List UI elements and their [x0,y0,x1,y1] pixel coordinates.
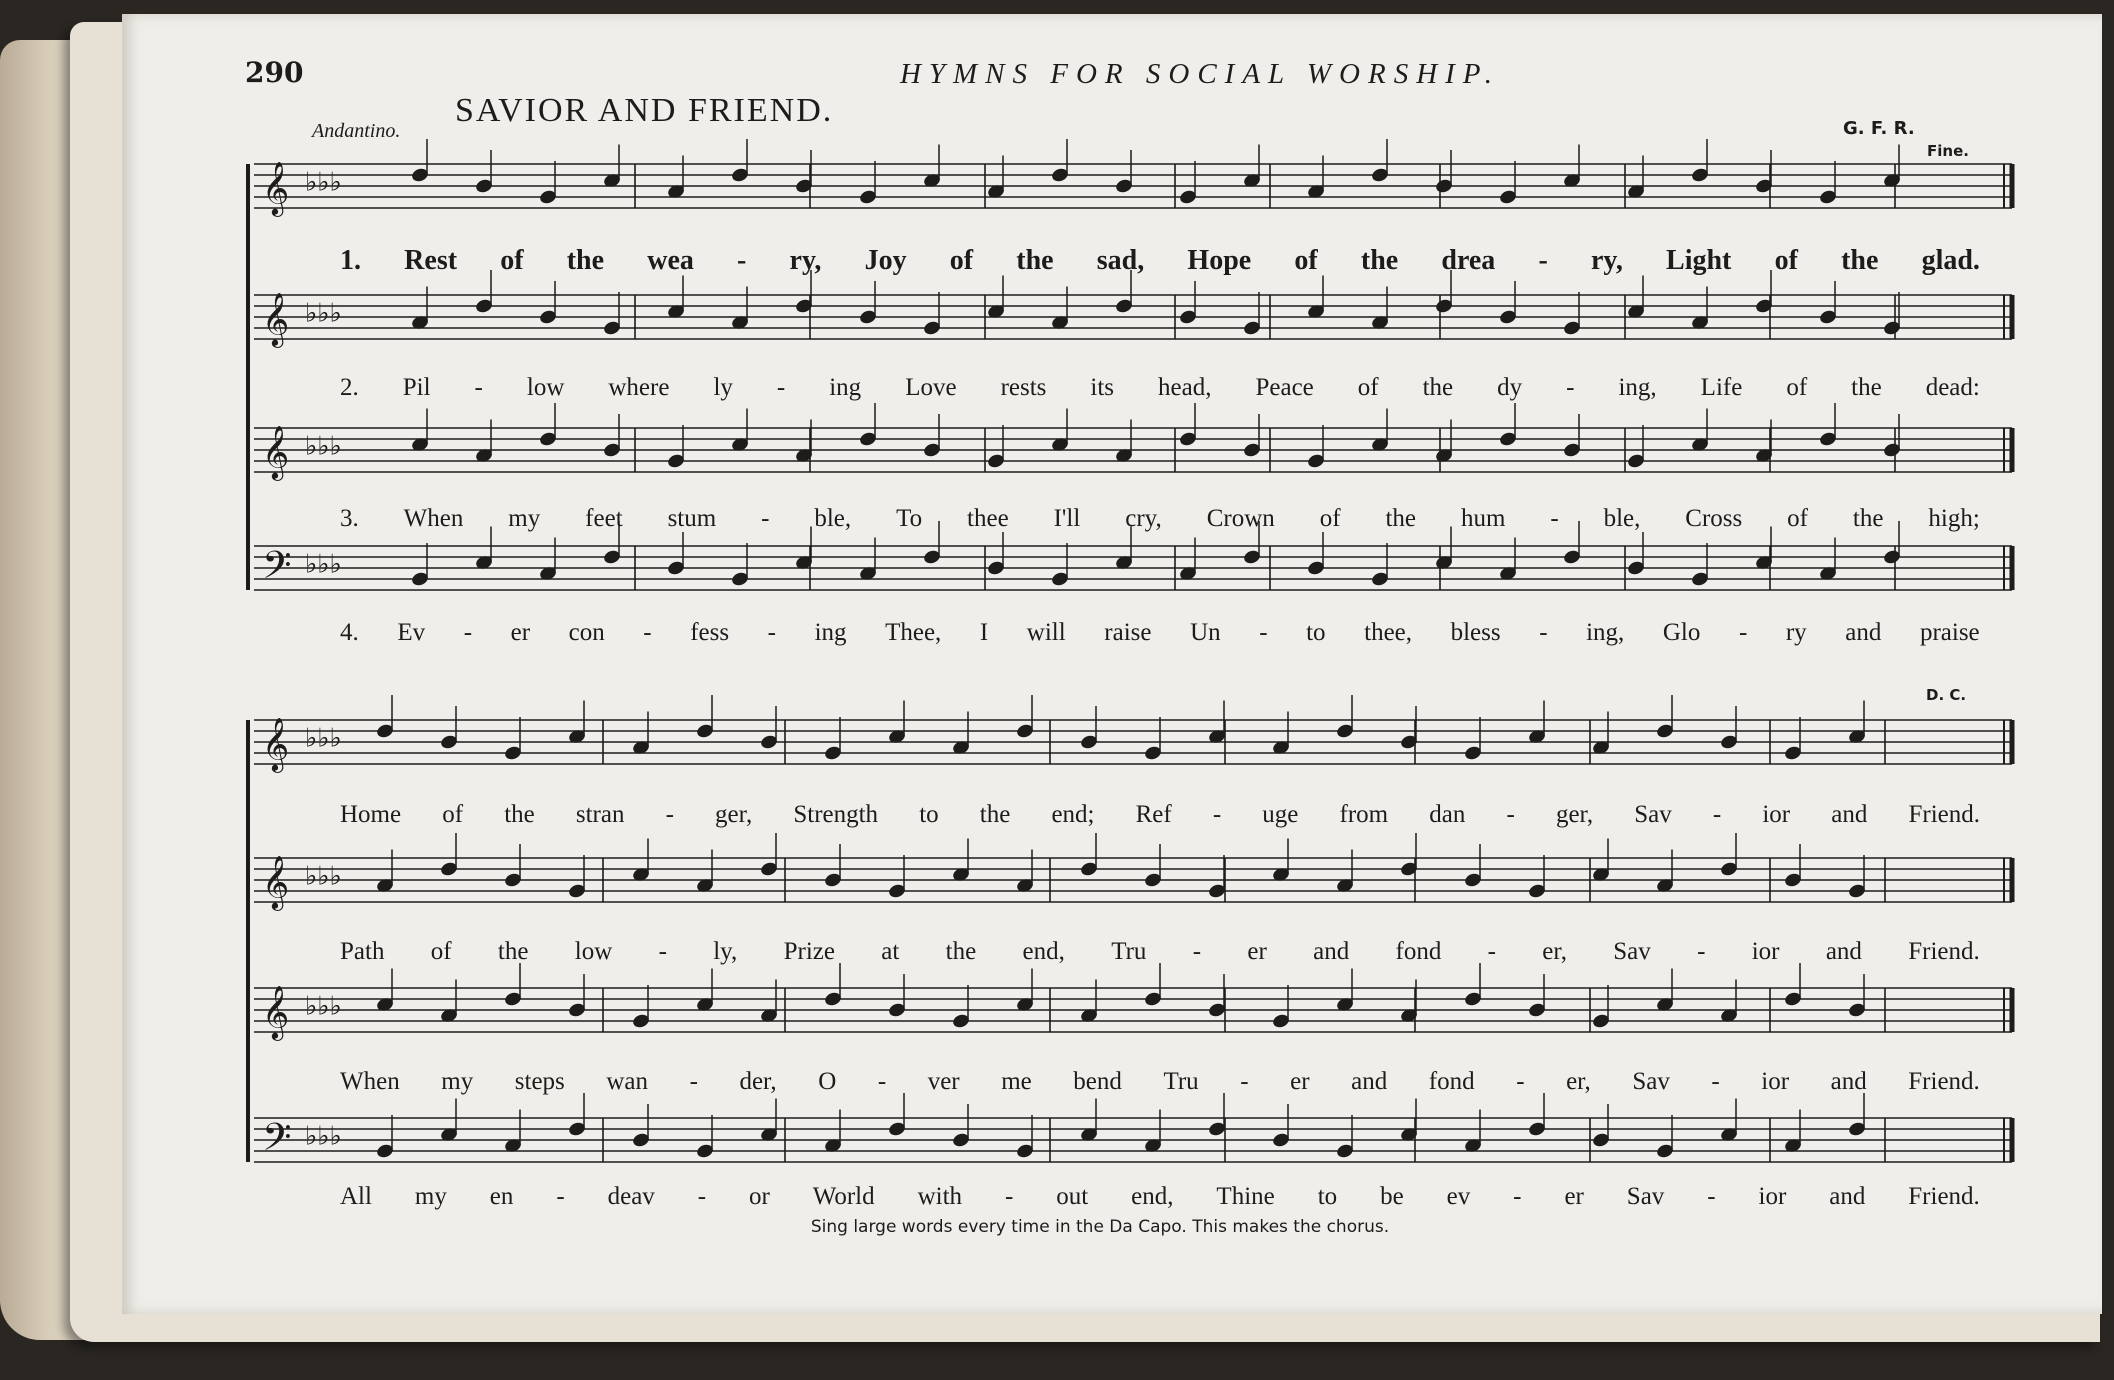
lyric-syllable: ger, [1555,801,1594,828]
lyric-syllable: and [1351,1068,1388,1095]
lyric-syllable: ly, [713,938,738,965]
lyric-syllable: I [979,619,989,646]
verse-line [340,1183,1980,1211]
lyric-syllable: of [1294,245,1318,276]
lyric-syllable: ior [1762,801,1791,828]
da-capo-marking: D. C. [1926,686,1967,704]
lyric-syllable: - [689,1068,698,1095]
lyric-syllable: - [776,374,786,401]
lyric-syllable: - [761,505,770,532]
lyric-syllable: fess [690,619,730,646]
lyric-syllable: of [500,245,524,276]
lyric-syllable: thee [967,505,1009,532]
lyric-syllable: dead: [1925,374,1980,401]
lyric-syllable: To [896,505,923,532]
lyric-syllable: - [658,938,667,965]
lyric-syllable: - [1487,938,1496,965]
lyric-syllable: with [917,1183,963,1210]
lyric-syllable: praise [1919,619,1980,646]
lyric-syllable: and [1830,1068,1867,1095]
lyric-syllable: thee, [1364,619,1413,646]
lyric-syllable: ev [1446,1183,1471,1210]
lyric-syllable: er, [1566,1068,1591,1095]
lyric-syllable: - [1513,1183,1522,1210]
lyric-syllable: ver [927,1068,960,1095]
lyric-syllable: 3. [340,505,359,532]
lyric-syllable: the [1016,245,1054,276]
lyric-syllable: my [508,505,541,532]
treble-clef-icon: 𝄞 [262,291,290,346]
lyric-syllable: ior [1761,1068,1790,1095]
lyric-syllable: end, [1131,1183,1174,1210]
lyric-syllable: of [1774,245,1798,276]
lyric-syllable: ry, [1590,245,1623,276]
lyric-syllable: - [1539,619,1548,646]
lyric-syllable: - [463,619,473,646]
lyric-syllable: the [1841,245,1879,276]
lyric-syllable: its [1090,374,1115,401]
treble-clef-icon: 𝄞 [262,716,290,771]
lyric-syllable: to [1317,1183,1338,1210]
bass-clef-icon: 𝄢 [262,1114,292,1169]
lyric-syllable: 1. [340,245,361,276]
hymn-title: SAVIOR AND FRIEND. [455,92,834,129]
key-signature-flats-icon: ♭♭♭ [305,298,342,329]
lyric-syllable: - [1538,245,1548,276]
lyric-syllable: where [608,374,670,401]
lyric-syllable: and [1845,619,1882,646]
composer-initials: G. F. R. [1843,118,1915,139]
lyric-syllable: feet [585,505,623,532]
verse-line [340,374,1980,402]
lyric-syllable: Pil [402,374,431,401]
verse-line [340,938,1980,966]
lyric-syllable: - [737,245,747,276]
lyric-syllable: ing, [1618,374,1657,401]
lyric-syllable: Strength [793,801,879,828]
bass-clef-icon: 𝄢 [262,542,292,597]
lyric-syllable: glad. [1921,245,1980,276]
lyric-syllable: ble, [814,505,852,532]
key-signature-flats-icon: ♭♭♭ [305,431,342,462]
key-signature-flats-icon: ♭♭♭ [305,723,342,754]
lyric-syllable: deav [607,1183,655,1210]
lyric-syllable: en [489,1183,514,1210]
lyric-syllable: er [510,619,531,646]
lyric-syllable: Thine [1216,1183,1275,1210]
lyric-syllable: and [1825,938,1862,965]
lyric-syllable: Tru [1111,938,1147,965]
lyric-syllable: er [1290,1068,1310,1095]
lyric-syllable: fond [1428,1068,1475,1095]
lyric-syllable: - [1712,801,1722,828]
lyric-syllable: the [1385,505,1417,532]
page-number: 290 [245,56,304,89]
lyric-syllable: ing [814,619,847,646]
lyric-syllable: 4. [340,619,359,646]
lyric-syllable: of [430,938,452,965]
lyric-syllable: - [474,374,483,401]
lyric-syllable: or [749,1183,770,1210]
lyric-syllable: - [1506,801,1515,828]
lyric-syllable: ior [1758,1183,1787,1210]
verse-line [340,245,1980,277]
lyric-syllable: of [442,801,464,828]
lyric-syllable: er [1247,938,1267,965]
lyric-syllable: stum [667,505,717,532]
verse-line [340,619,1980,647]
lyric-syllable: - [767,619,776,646]
lyric-syllable: Friend. [1908,1068,1980,1095]
lyric-syllable: dy [1497,374,1523,401]
lyric-syllable: 2. [340,374,359,401]
lyric-syllable: I'll [1053,505,1081,532]
lyric-syllable: ble, [1603,505,1641,532]
lyric-syllable: er [1564,1183,1584,1210]
lyric-syllable: of [1787,505,1808,532]
lyric-syllable: ry, [789,245,822,276]
lyric-syllable: der, [739,1068,777,1095]
lyric-syllable: the [979,801,1011,828]
lyric-syllable: Cross [1685,505,1743,532]
lyric-syllable: - [1697,938,1706,965]
lyric-syllable: ger, [715,801,753,828]
treble-clef-icon: 𝄞 [262,854,290,909]
lyric-syllable: Home [340,801,402,828]
lyric-syllable: - [1566,374,1575,401]
lyric-syllable: hum [1460,505,1506,532]
lyric-syllable: from [1339,801,1389,828]
lyric-syllable: - [556,1183,565,1210]
lyric-syllable: Light [1666,245,1732,276]
lyric-syllable: Sav [1613,938,1651,965]
lyric-syllable: - [1516,1068,1525,1095]
lyric-syllable: the [504,801,535,828]
lyric-syllable: and [1829,1183,1866,1210]
lyric-syllable: Friend. [1908,1183,1980,1210]
lyric-syllable: Joy [864,245,907,276]
lyric-syllable: - [1550,505,1559,532]
lyric-syllable: Un [1190,619,1221,646]
key-signature-flats-icon: ♭♭♭ [305,549,342,580]
lyric-syllable: Prize [783,938,835,965]
lyric-syllable: to [1306,619,1326,646]
lyric-syllable: me [1001,1068,1032,1095]
lyric-syllable: Friend. [1908,938,1980,965]
lyric-syllable: - [1004,1183,1014,1210]
lyric-syllable: Friend. [1908,801,1980,828]
lyric-syllable: - [877,1068,887,1095]
treble-clef-icon: 𝄞 [262,984,290,1039]
lyric-syllable: fond [1395,938,1442,965]
lyric-syllable: out [1056,1183,1089,1210]
lyric-syllable: - [1259,619,1268,646]
lyric-syllable: con [568,619,605,646]
lyric-syllable: will [1026,619,1066,646]
lyric-syllable: steps [514,1068,565,1095]
lyric-syllable: sad, [1096,245,1145,276]
verse-line [340,505,1980,533]
lyric-syllable: When [403,505,464,532]
verse-line [340,801,1980,829]
lyric-syllable: the [1852,505,1884,532]
lyric-syllable: Ref [1135,801,1172,828]
lyric-syllable: of [1786,374,1808,401]
lyric-syllable: ly [713,374,733,401]
lyric-syllable: - [1738,619,1748,646]
fine-marking: Fine. [1927,142,1969,160]
lyric-syllable: ior [1751,938,1780,965]
lyric-syllable: Sav [1632,1068,1670,1095]
lyric-syllable: the [1851,374,1882,401]
lyric-syllable: er, [1542,938,1567,965]
treble-clef-icon: 𝄞 [262,424,290,479]
footnote: Sing large words every time in the Da Capo. This makes the chorus. [810,1217,1390,1237]
lyric-syllable: raise [1104,619,1152,646]
lyric-syllable: end; [1051,801,1095,828]
lyric-syllable: uge [1262,801,1299,828]
lyric-syllable: the [1360,245,1399,276]
running-head: HYMNS FOR SOCIAL WORSHIP. [899,58,1501,90]
lyric-syllable: the [1422,374,1454,401]
lyric-syllable: rests [1000,374,1047,401]
lyric-syllable: drea [1441,245,1496,276]
lyric-syllable: and [1831,801,1868,828]
lyric-syllable: wea [647,245,694,276]
lyric-syllable: Thee, [885,619,942,646]
lyric-syllable: ing, [1586,619,1625,646]
key-signature-flats-icon: ♭♭♭ [305,167,342,198]
lyric-syllable: the [945,938,977,965]
lyric-syllable: When [340,1068,400,1095]
lyric-syllable: - [1212,801,1222,828]
lyric-syllable: stran [575,801,625,828]
treble-clef-icon: 𝄞 [262,160,290,215]
lyric-syllable: ing [829,374,862,401]
lyric-syllable: Life [1700,374,1743,401]
lyric-syllable: head, [1158,374,1212,401]
lyric-syllable: All [340,1183,372,1210]
verse-line [340,1068,1980,1096]
lyric-syllable: and [1313,938,1350,965]
lyric-syllable: Peace [1255,374,1314,401]
lyric-syllable: - [643,619,652,646]
lyric-syllable: of [1357,374,1379,401]
lyric-syllable: dan [1429,801,1466,828]
lyric-syllable: high; [1928,505,1980,532]
tempo-marking: Andantino. [312,120,401,142]
lyric-syllable: Tru [1163,1068,1199,1095]
lyric-syllable: low [526,374,565,401]
lyric-syllable: - [665,801,674,828]
lyric-syllable: Ev [397,619,426,646]
lyric-syllable: - [1192,938,1202,965]
lyric-syllable: bend [1073,1068,1122,1095]
lyric-syllable: of [949,245,974,276]
lyric-syllable: at [881,938,900,965]
lyric-syllable: bless [1450,619,1501,646]
lyric-syllable: Sav [1626,1183,1665,1210]
lyric-syllable: World [812,1183,875,1210]
lyric-syllable: Hope [1187,245,1252,276]
lyric-syllable: end, [1022,938,1065,965]
key-signature-flats-icon: ♭♭♭ [305,861,342,892]
lyric-syllable: Love [905,374,957,401]
lyric-syllable: of [1319,505,1341,532]
lyric-syllable: wan [606,1068,648,1095]
lyric-syllable: - [1240,1068,1249,1095]
lyric-syllable: be [1380,1183,1404,1210]
lyric-syllable: my [441,1068,474,1095]
lyric-syllable: - [697,1183,707,1210]
key-signature-flats-icon: ♭♭♭ [305,991,342,1022]
lyric-syllable: - [1711,1068,1720,1095]
lyric-syllable: my [414,1183,447,1210]
lyric-syllable: ry [1785,619,1807,646]
lyric-syllable: the [497,938,529,965]
lyric-syllable: Crown [1206,505,1275,532]
lyric-syllable: Glo [1662,619,1701,646]
lyric-syllable: Path [340,938,385,965]
key-signature-flats-icon: ♭♭♭ [305,1121,342,1152]
lyric-syllable: Rest [404,245,458,276]
lyric-syllable: Sav [1634,801,1672,828]
lyric-syllable: to [919,801,939,828]
lyric-syllable: - [1707,1183,1716,1210]
lyric-syllable: low [574,938,613,965]
lyric-syllable: O [818,1068,837,1095]
lyric-syllable: the [566,245,605,276]
lyric-syllable: cry, [1125,505,1162,532]
